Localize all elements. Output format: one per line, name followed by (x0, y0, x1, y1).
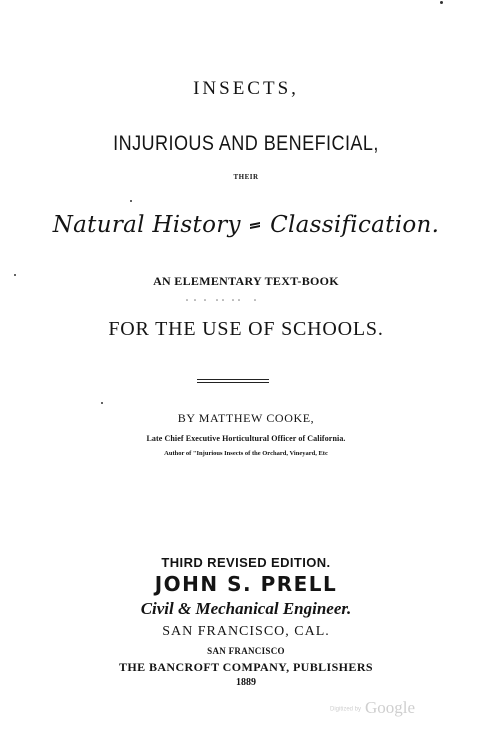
author-works: Author of "Injurious Insects of the Orchard, Vineyard, Etc (164, 450, 328, 457)
edition-label: THIRD REVISED EDITION. (161, 555, 331, 570)
for-the-use-of-schools: FOR THE USE OF SCHOOLS. (108, 318, 384, 340)
stamp-city: SAN FRANCISCO, CAL. (162, 624, 330, 639)
google-logo-icon: Google (365, 698, 416, 717)
subject-natural-history: Natural History (52, 212, 241, 238)
faint-marks-icon (183, 297, 263, 303)
their-label: THEIR (233, 173, 259, 181)
digitized-by-google-watermark (330, 698, 415, 718)
imprint-city: SAN FRANCISCO (207, 646, 285, 656)
stamp-name: JOHN S. PRELL (154, 572, 338, 596)
subject-classification: Classification. (270, 212, 440, 238)
author-byline: BY MATTHEW COOKE, (177, 411, 315, 425)
title-line-1: INSECTS, (193, 78, 299, 99)
elementary-text-book: AN ELEMENTARY TEXT-BOOK (153, 274, 339, 288)
imprint-publisher: THE BANCROFT COMPANY, PUBLISHERS (119, 660, 373, 674)
speck-dot (130, 200, 132, 202)
speck-dot (14, 274, 16, 276)
ampersand-ornament-icon (250, 222, 260, 230)
title-line-2: INJURIOUS AND BENEFICIAL, (113, 132, 379, 155)
imprint-year: 1889 (236, 677, 256, 688)
stamp-profession: Civil & Mechanical Engineer. (140, 599, 352, 618)
author-title: Late Chief Executive Horticultural Officer of California. (146, 434, 346, 443)
watermark-prefix: Digitized by (330, 706, 362, 713)
divider-rule (197, 379, 269, 383)
speck-dot (440, 1, 443, 4)
speck-dot (101, 402, 103, 404)
subject-line (0, 212, 492, 238)
